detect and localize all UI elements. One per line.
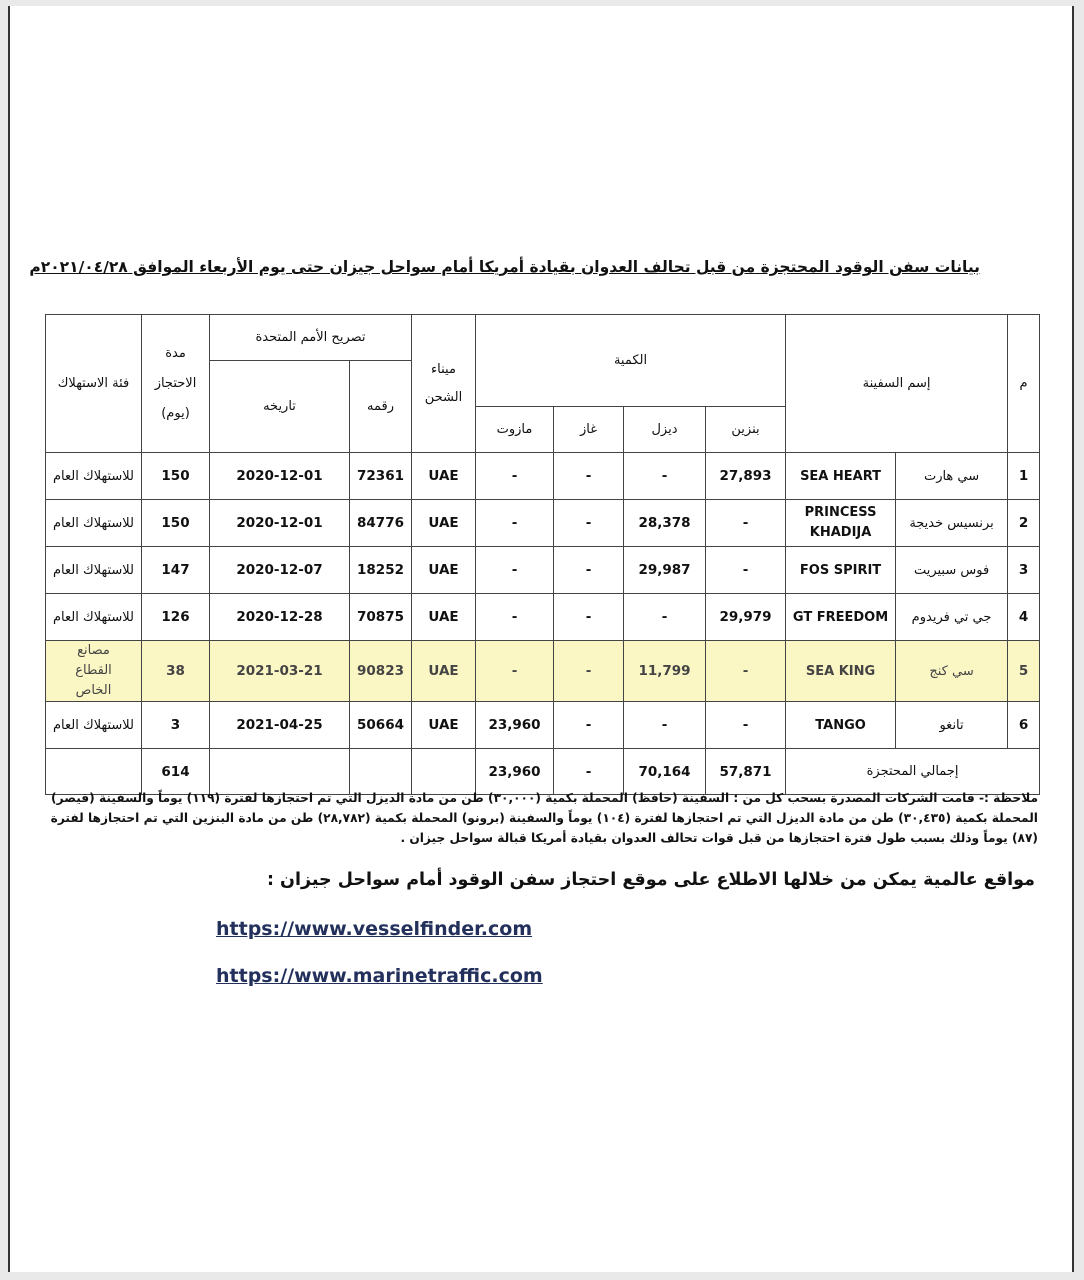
- note-paragraph: ملاحظة :- قامت الشركات المصدرة بسحب كل من : السفينة (حافظ) المحملة بكمية (٣٠,٠٠٠) طن من مادة الديزل التي تم احتجازها لفترة (١١٩) يوماً والسفينة (قيصر) المحملة بكمية (٣٠,٤٣٥) طن من مادة الديزل التي تم احتجازها لفترة (١٠٤) يوماً والسفينة (برونو) المحملة بكمية (٢٨,٧٨٢) طن من مادة البنزين التي تم احتجازها لفترة (٨٧) يوماً وذلك بسبب طول فترة احتجازها من قبل قوات تحالف العدوان بقيادة أمريكا قبالة سواحل جيزان .: [50, 791, 1038, 845]
- cell-name-ar: سي كنج: [896, 641, 1008, 702]
- total-mazut: 23,960: [476, 749, 554, 795]
- cell-category: مصانع القطاع الخاص: [46, 641, 142, 702]
- cell-name-en: PRINCESS KHADIJA: [786, 500, 896, 547]
- cell-gas: -: [554, 500, 624, 547]
- cell-no: 3: [1008, 547, 1040, 594]
- cell-diesel: -: [624, 453, 706, 500]
- cell-no: 1: [1008, 453, 1040, 500]
- header-detention: مدة الاحتجاز (يوم): [142, 315, 210, 453]
- table-row: [46, 453, 1040, 500]
- cell-gas: -: [554, 547, 624, 594]
- cell-port: UAE: [412, 641, 476, 702]
- header-mazut: مازوت: [476, 407, 554, 453]
- cell-diesel: 28,378: [624, 500, 706, 547]
- cell-category: للاستهلاك العام: [46, 547, 142, 594]
- table-row: [46, 547, 1040, 594]
- header-permit-number: رقمه: [350, 361, 412, 453]
- header-category: فئة الاستهلاك: [46, 315, 142, 453]
- cell-days: 126: [142, 594, 210, 641]
- cell-category: للاستهلاك العام: [46, 594, 142, 641]
- fuel-ships-table: [45, 314, 1040, 795]
- cell-gasoline: 27,893: [706, 453, 786, 500]
- cell-permit-number: 70875: [350, 594, 412, 641]
- cell-permit-number: 84776: [350, 500, 412, 547]
- table-row: [46, 500, 1040, 547]
- cell-permit-date: 2021-03-21: [210, 641, 350, 702]
- cell-no: 4: [1008, 594, 1040, 641]
- cell-gas: -: [554, 453, 624, 500]
- document-title: بيانات سفن الوقود المحتجزة من قبل تحالف العدوان بقيادة أمريكا أمام سواحل جيزان حتى يوم الأربعاء الموافق ٢٠٢١/٠٤/٢٨م: [29, 258, 980, 276]
- cell-mazut: -: [476, 547, 554, 594]
- marinetraffic-link[interactable]: https://www.marinetraffic.com: [216, 965, 543, 987]
- cell-no: 2: [1008, 500, 1040, 547]
- cell-gasoline: -: [706, 547, 786, 594]
- cell-mazut: -: [476, 500, 554, 547]
- cell-gas: -: [554, 641, 624, 702]
- header-ship-name: إسم السفينة: [786, 315, 1008, 453]
- cell-no: 5: [1008, 641, 1040, 702]
- cell-diesel: 29,987: [624, 547, 706, 594]
- cell-mazut: 23,960: [476, 702, 554, 749]
- cell-diesel: -: [624, 594, 706, 641]
- cell-gasoline: -: [706, 641, 786, 702]
- cell-gasoline: -: [706, 702, 786, 749]
- cell-days: 38: [142, 641, 210, 702]
- cell-name-en: SEA KING: [786, 641, 896, 702]
- cell-mazut: -: [476, 641, 554, 702]
- header-permit-date: تاريخه: [210, 361, 350, 453]
- cell-name-ar: تانغو: [896, 702, 1008, 749]
- sites-heading: مواقع عالمية يمكن من خلالها الاطلاع على موقع احتجاز سفن الوقود أمام سواحل جيزان :: [266, 870, 1035, 890]
- header-gasoline: بنزين: [706, 407, 786, 453]
- cell-port: UAE: [412, 453, 476, 500]
- total-gas: -: [554, 749, 624, 795]
- cell-mazut: -: [476, 453, 554, 500]
- cell-port: UAE: [412, 547, 476, 594]
- header-diesel: ديزل: [624, 407, 706, 453]
- cell-port: UAE: [412, 594, 476, 641]
- cell-permit-date: 2020-12-01: [210, 500, 350, 547]
- cell-permit-date: 2020-12-01: [210, 453, 350, 500]
- header-quantity: الكمية: [476, 315, 786, 407]
- cell-name-ar: فوس سبيريت: [896, 547, 1008, 594]
- cell-name-ar: جي تي فريدوم: [896, 594, 1008, 641]
- total-label: إجمالي المحتجزة: [786, 749, 1040, 795]
- cell-gasoline: 29,979: [706, 594, 786, 641]
- cell-name-en: FOS SPIRIT: [786, 547, 896, 594]
- cell-days: 147: [142, 547, 210, 594]
- table-row: [46, 702, 1040, 749]
- cell-permit-number: 72361: [350, 453, 412, 500]
- header-gas: غاز: [554, 407, 624, 453]
- cell-name-en: TANGO: [786, 702, 896, 749]
- cell-name-en: SEA HEART: [786, 453, 896, 500]
- cell-days: 150: [142, 453, 210, 500]
- cell-permit-date: 2020-12-07: [210, 547, 350, 594]
- header-port: ميناء الشحن: [412, 315, 476, 453]
- total-days: 614: [142, 749, 210, 795]
- cell-port: UAE: [412, 500, 476, 547]
- vesselfinder-link[interactable]: https://www.vesselfinder.com: [216, 918, 533, 940]
- cell-name-ar: سي هارت: [896, 453, 1008, 500]
- cell-port: UAE: [412, 702, 476, 749]
- cell-no: 6: [1008, 702, 1040, 749]
- total-diesel: 70,164: [624, 749, 706, 795]
- cell-days: 3: [142, 702, 210, 749]
- header-no: م: [1008, 315, 1040, 453]
- cell-permit-number: 50664: [350, 702, 412, 749]
- cell-category: للاستهلاك العام: [46, 453, 142, 500]
- table-row-highlighted: [46, 641, 1040, 702]
- table-row: [46, 594, 1040, 641]
- cell-gas: -: [554, 702, 624, 749]
- cell-permit-date: 2021-04-25: [210, 702, 350, 749]
- cell-diesel: -: [624, 702, 706, 749]
- cell-category: للاستهلاك العام: [46, 500, 142, 547]
- cell-permit-date: 2020-12-28: [210, 594, 350, 641]
- cell-category: للاستهلاك العام: [46, 702, 142, 749]
- total-gasoline: 57,871: [706, 749, 786, 795]
- cell-diesel: 11,799: [624, 641, 706, 702]
- cell-gas: -: [554, 594, 624, 641]
- cell-permit-number: 90823: [350, 641, 412, 702]
- cell-mazut: -: [476, 594, 554, 641]
- header-un-permit: تصريح الأمم المتحدة: [210, 315, 412, 361]
- cell-name-ar: برنسيس خديجة: [896, 500, 1008, 547]
- cell-gasoline: -: [706, 500, 786, 547]
- cell-name-en: GT FREEDOM: [786, 594, 896, 641]
- cell-days: 150: [142, 500, 210, 547]
- cell-permit-number: 18252: [350, 547, 412, 594]
